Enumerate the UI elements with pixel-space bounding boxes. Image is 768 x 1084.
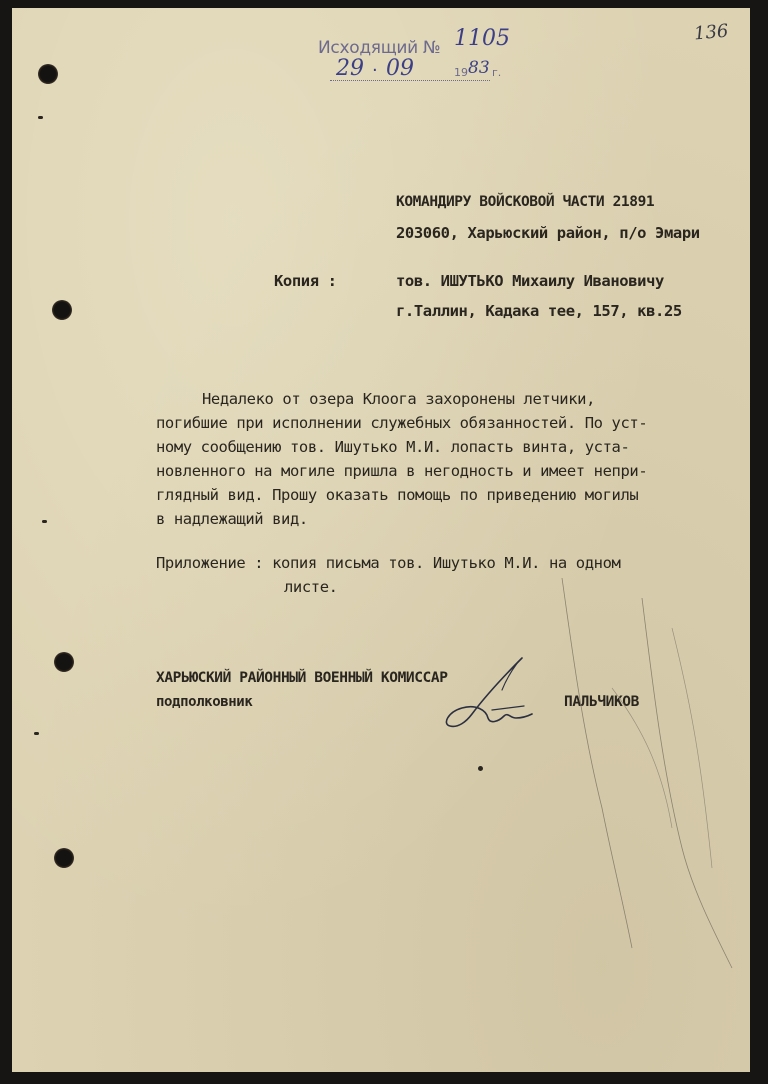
attachment-line-2: листе. [284, 578, 338, 596]
signatory-rank: подполковник [156, 694, 253, 710]
stamp-label: Исходящий № [318, 38, 441, 58]
body-line-5: глядный вид. Прошу оказать помощь по приведению могилы [156, 486, 639, 504]
body-line-1: Недалеко от озера Клоога захоронены летчики, [202, 390, 595, 408]
document-page [12, 8, 750, 1072]
pencil-marks [552, 568, 750, 988]
paper-mark [478, 766, 483, 771]
punch-hole [38, 64, 58, 84]
stamp-date-month: 09 [386, 56, 414, 81]
handwritten-signature [432, 652, 542, 742]
stamp-year-suffix: 83 [468, 58, 490, 78]
stamp-year-mark: г. [492, 66, 502, 79]
copy-line-1: тов. ИШУТЬКО Михаилу Ивановичу [396, 272, 664, 290]
punch-hole [52, 300, 72, 320]
punch-hole [54, 652, 74, 672]
punch-hole [54, 848, 74, 868]
copy-label: Копия : [274, 272, 337, 290]
stamp-year-prefix: 19 [454, 66, 468, 79]
paper-mark [42, 520, 47, 523]
stamp-date-sep: · [372, 60, 378, 81]
stamp-number: 1105 [454, 26, 510, 51]
body-line-4: новленного на могиле пришла в негодность и имеет непри- [156, 462, 648, 480]
body-line-6: в надлежащий вид. [156, 510, 308, 528]
paper-mark [38, 116, 43, 119]
page-number: 136 [692, 20, 729, 45]
paper-mark [34, 732, 39, 735]
body-line-3: ному сообщению тов. Ишутько М.И. лопасть винта, уста- [156, 438, 630, 456]
recipient-line-1: КОМАНДИРУ ВОЙСКОВОЙ ЧАСТИ 21891 [396, 194, 655, 210]
copy-line-2: г.Таллин, Кадака тее, 157, кв.25 [396, 302, 682, 320]
outgoing-stamp [318, 26, 518, 88]
body-line-2: погибшие при исполнении служебных обязанностей. По уст- [156, 414, 648, 432]
stamp-date-day: 29 [336, 56, 364, 81]
signatory-title: ХАРЬЮСКИЙ РАЙОННЫЙ ВОЕННЫЙ КОМИССАР [156, 670, 448, 686]
attachment-line-1: Приложение : копия письма тов. Ишутько М.И. на одном [156, 554, 621, 572]
signatory-name: ПАЛЬЧИКОВ [564, 694, 639, 710]
recipient-line-2: 203060, Харьюский район, п/о Эмари [396, 224, 700, 242]
stamp-underline [330, 80, 490, 81]
